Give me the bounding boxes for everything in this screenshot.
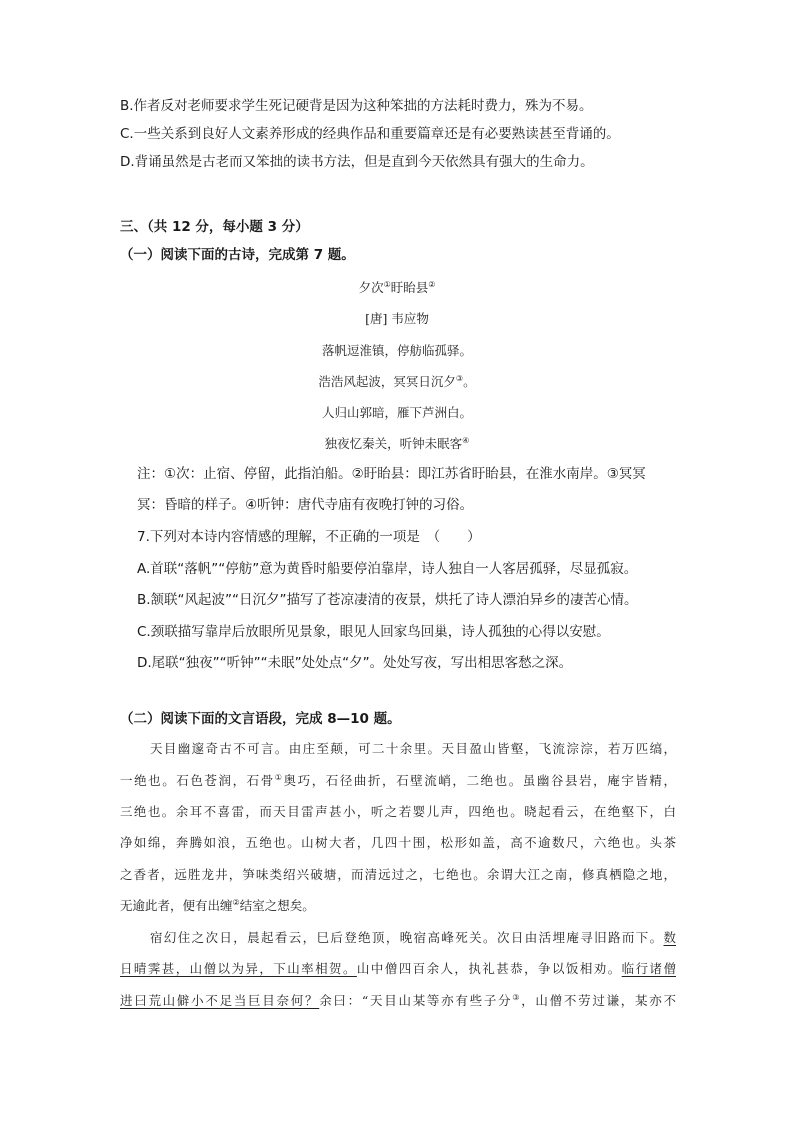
prose-p1-line-2-b: 奥巧，石径曲折，石壁流峭，二绝也。虽幽谷县岩，庵宇皆精， [283,773,676,788]
part2-heading: （二）阅读下面的文言语段，完成 8—10 题。 [120,711,401,727]
prose-p1-line-3: 三绝也。余耳不喜雷，而天目雷声甚小，听之若婴儿声，四绝也。晓起看云，在绝壑下，白 [120,804,676,819]
poem-line-4-text: 独夜忆秦关，听钟未眠客 [324,436,463,451]
underlined-sentence-2-start: 临行诸僧 [621,961,676,976]
poem-author: [唐] 韦应物 [365,311,429,326]
poem-title-text: 夕次 [358,280,384,295]
prose-p1-line-2 [120,772,676,790]
poem-line-4 [0,435,794,453]
prose-p2-line-1 [150,929,676,947]
underlined-sentence-1-start: 数 [663,930,676,945]
option-c-prev: C.一些关系到良好人文素养形成的经典作品和重要篇章还是有必要熟读甚至背诵的。 [120,126,620,142]
note-mark-2: ② [232,897,240,907]
prose-p1-line-1: 天目幽邃奇古不可言。由庄至颠，可二十余里。天目盈山皆壑，飞流淙淙，若万匹缟， [150,741,676,756]
question-7-stem: 7.下列对本诗内容情感的理解，不正确的一项是 （ ） [137,529,481,545]
prose-p2-line-3 [120,992,676,1010]
option-b-prev: B.作者反对老师要求学生死记硬背是因为这种笨拙的方法耗时费力，殊为不易。 [120,98,593,114]
question-7-option-a: A.首联“落帆”“停舫”意为黄昏时船要停泊靠岸，诗人独自一人客居孤驿，尽显孤寂。 [137,561,638,577]
part1-heading: （一）阅读下面的古诗，完成第 7 题。 [120,247,355,263]
poem-line-1: 落帆逗淮镇，停舫临孤驿。 [321,343,472,358]
poem-title-mark-2: ② [428,279,436,289]
prose-p2-line-3-end: ，山僧不劳过谦，某亦不 [521,993,676,1008]
poem-title [0,279,794,297]
poem-title-mark-1: ① [383,279,391,289]
poem-line-4-mark: ④ [462,435,470,445]
poem-line-2 [0,373,794,391]
note-mark-1: ① [274,772,284,782]
prose-p2-line-3-mid: 余曰：“天目山某等亦有些子分 [319,993,513,1008]
prose-p2-line-2 [120,960,676,978]
question-7-option-b: B.颔联“风起波”“日沉夕”描写了苍凉凄清的夜景，烘托了诗人漂泊异乡的凄苦心情。 [137,592,638,608]
prose-p1-line-4: 净如绵，奔腾如浪，五绝也。山树大者，几四十围，松形如盖，高不逾数尺，六绝也。头茶 [120,835,676,850]
underlined-sentence-1: 日晴霁甚，山僧以为异，下山率相贺。 [120,961,357,976]
option-d-prev: D.背诵虽然是古老而又笨拙的读书方法，但是直到今天依然具有强大的生命力。 [120,154,594,170]
poem-title-rest: 盱眙县 [390,280,429,295]
prose-p1-line-6-a: 无逾此者，便有出缠 [120,898,233,913]
poem-line-3: 人归山郭暗，雁下芦洲白。 [321,405,472,420]
prose-p1-line-2-a: 一绝也。石色苍润，石骨 [120,773,275,788]
underlined-sentence-2: 进曰荒山僻小不足当巨目奈何？ [120,993,320,1008]
prose-p2-line-1-a: 宿幻住之次日，晨起看云，巳后登绝顶，晚宿高峰死关。次日由活埋庵寻旧路而下。 [150,930,664,945]
prose-p1-line-5: 之香者，远胜龙井，笋味类绍兴破塘，而清远过之，七绝也。余谓大江之南，修真栖隐之地， [120,867,676,882]
poem-line-2-text: 浩浩风起波，冥冥日沉夕 [318,374,456,389]
poem-line-2-mark: ③ [455,373,464,383]
section-heading: 三、（共 12 分，每小题 3 分） [120,219,309,235]
prose-p2-line-2-mid: 山中僧四百余人，执礼甚恭，争以饭相劝。 [356,961,622,976]
poem-line-2-end: 。 [463,374,476,389]
prose-p1-line-6 [120,897,676,915]
notes-line-2: 冥：昏暗的样子。④听钟：唐代寺庙有夜晚打钟的习俗。 [137,497,474,513]
notes-line-1: 注：①次：止宿、停留，此指泊船。②盱眙县：即江苏省盱眙县，在淮水南岸。③冥冥 [137,466,646,482]
prose-p1-line-6-b: 结室之想矣。 [239,898,315,913]
note-mark-3: ③ [512,992,522,1002]
question-7-option-c: C.颈联描写靠岸后放眼所见景象，眼见人回家鸟回巢，诗人孤独的心得以安慰。 [137,624,610,640]
question-7-option-d: D.尾联“独夜”“听钟”“未眠”处处点“夕”。处处写夜，写出相思客愁之深。 [137,655,573,671]
